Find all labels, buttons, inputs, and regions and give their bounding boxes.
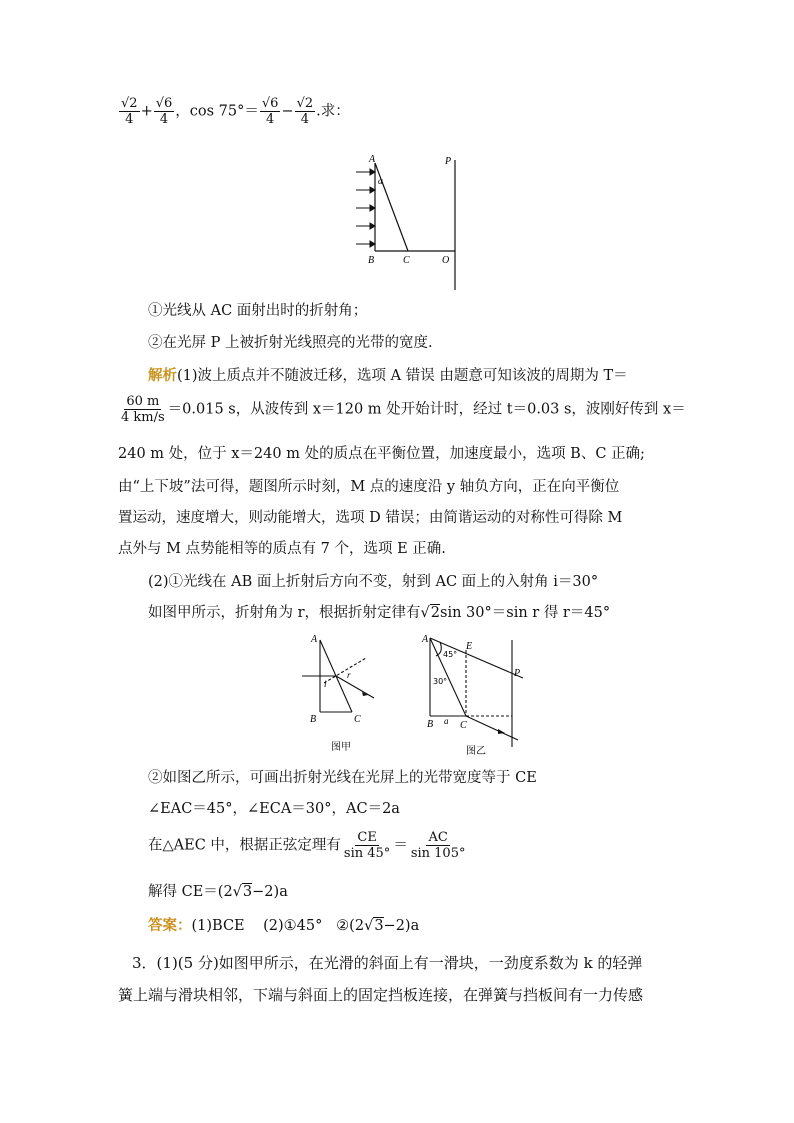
normal-line — [324, 658, 366, 683]
fraction: $\frac{60 m}{4 km/s}$ — [121, 394, 165, 425]
label-angle-45: 45° — [443, 650, 458, 659]
analysis-label: 解析 — [148, 367, 177, 384]
analysis-line-5: 置运动，速度增大，则动能增大，选项 D 错误；由简谐运动的对称性可得除 M — [118, 510, 623, 526]
fraction: $\frac{CE}{\sin 45^\circ}$ — [343, 830, 391, 861]
analysis-line-1: 解析(1)波上质点并不随波迁移，选项 A 错误 由题意可知该波的周期为 T＝ — [148, 367, 628, 384]
label-C: C — [460, 720, 467, 731]
label-B: B — [310, 714, 317, 725]
label-O: O — [442, 255, 450, 266]
answer-line: 答案：(1)BCE (2)①45° ②(2√3−2)a — [148, 917, 420, 934]
incident-light-arrows — [356, 169, 375, 247]
label-A: A — [369, 154, 376, 165]
sqrt: √3 — [232, 884, 253, 900]
analysis-line-8: 如图甲所示，折射角为 r，根据折射定律有√2sin 30°＝sin r 得 r＝45° — [148, 605, 611, 621]
formula-line: $\frac{√2}{4}$ + $\frac{√6}{4}$ ，cos 75°＝ $\frac{√6}{4}$ − $\frac{√2}{4}$ .求： — [121, 96, 350, 127]
sqrt: √3 — [364, 918, 384, 934]
label-P: P — [445, 156, 452, 167]
question-1: ①光线从 AC 面射出时的折射角； — [148, 303, 368, 319]
analysis-line-6: 点外与 M 点势能相等的质点有 7 个，选项 E 正确. — [118, 541, 446, 557]
prism-figure — [350, 150, 470, 295]
fraction: $\frac{√6}{4}$ — [261, 96, 279, 127]
fraction: $\frac{√2}{4}$ — [121, 96, 138, 127]
fraction: $\frac{√2}{4}$ — [296, 96, 314, 127]
fraction: $\frac{AC}{\sin 105^\circ}$ — [410, 830, 466, 861]
ray-c — [466, 716, 518, 740]
analysis-line-2: $\frac{60 m}{4 km/s}$ ＝0.015 s，从波传到 x＝120 m 处开始计时，经过 t＝0.03 s，波刚好传到 x＝ — [121, 394, 686, 425]
label-B: B — [368, 255, 375, 266]
analysis-line-12: 解得 CE＝(2√3−2)a — [148, 884, 288, 900]
caption-yi: 图乙 — [466, 746, 486, 757]
next-question-line-2: 簧上端与滑块相邻，下端与斜面上的固定挡板连接，在弹簧与挡板间有一力传感 — [118, 986, 644, 1004]
label-a: a — [444, 716, 449, 726]
caption-jia: 图甲 — [331, 742, 351, 752]
question-2: ②在光屏 P 上被折射光线照亮的光带的宽度. — [148, 335, 433, 351]
refracted-ray — [336, 676, 374, 698]
analysis-line-10: ∠EAC＝45°，∠ECA＝30°，AC＝2a — [148, 801, 400, 817]
label-A: A — [311, 634, 318, 645]
analysis-line-9: ②如图乙所示，可画出折射光线在光屏上的光带宽度等于 CE — [148, 770, 537, 786]
label-i: i — [324, 679, 327, 689]
sqrt: √2 — [420, 605, 441, 621]
label-P: P — [514, 668, 521, 679]
label-angle-30: 30° — [433, 677, 448, 686]
label-r: r — [347, 670, 351, 680]
fraction: $\frac{√6}{4}$ — [155, 96, 173, 127]
analysis-line-3: 240 m 处，位于 x＝240 m 处的质点在平衡位置，加速度最小，选项 B、C 正确; — [118, 446, 645, 462]
next-question-line-1: 3．(1)(5 分)如图甲所示，在光滑的斜面上有一滑块，一劲度系数为 k 的轻弹 — [132, 954, 643, 972]
label-C: C — [403, 255, 410, 266]
answer-label: 答案： — [148, 917, 192, 934]
label-E: E — [466, 641, 473, 652]
figure-yi — [418, 632, 530, 757]
analysis-line-7: (2)①光线在 AB 面上折射后方向不变，射到 AC 面上的入射角 i＝30° — [148, 574, 599, 590]
label-A: A — [422, 634, 429, 645]
analysis-line-11: 在△AEC 中，根据正弦定理有 $\frac{CE}{\sin 45^\circ}$ ＝ $\frac{AC}{\sin 105^\circ}$ — [148, 830, 466, 861]
label-B: B — [427, 719, 434, 730]
analysis-line-4: 由“上下坡”法可得，题图所示时刻，M 点的速度沿 y 轴负方向，正在向平衡位 — [118, 479, 620, 495]
figure-jia — [296, 632, 388, 752]
label-alpha: α — [378, 176, 383, 186]
label-C: C — [354, 714, 361, 725]
